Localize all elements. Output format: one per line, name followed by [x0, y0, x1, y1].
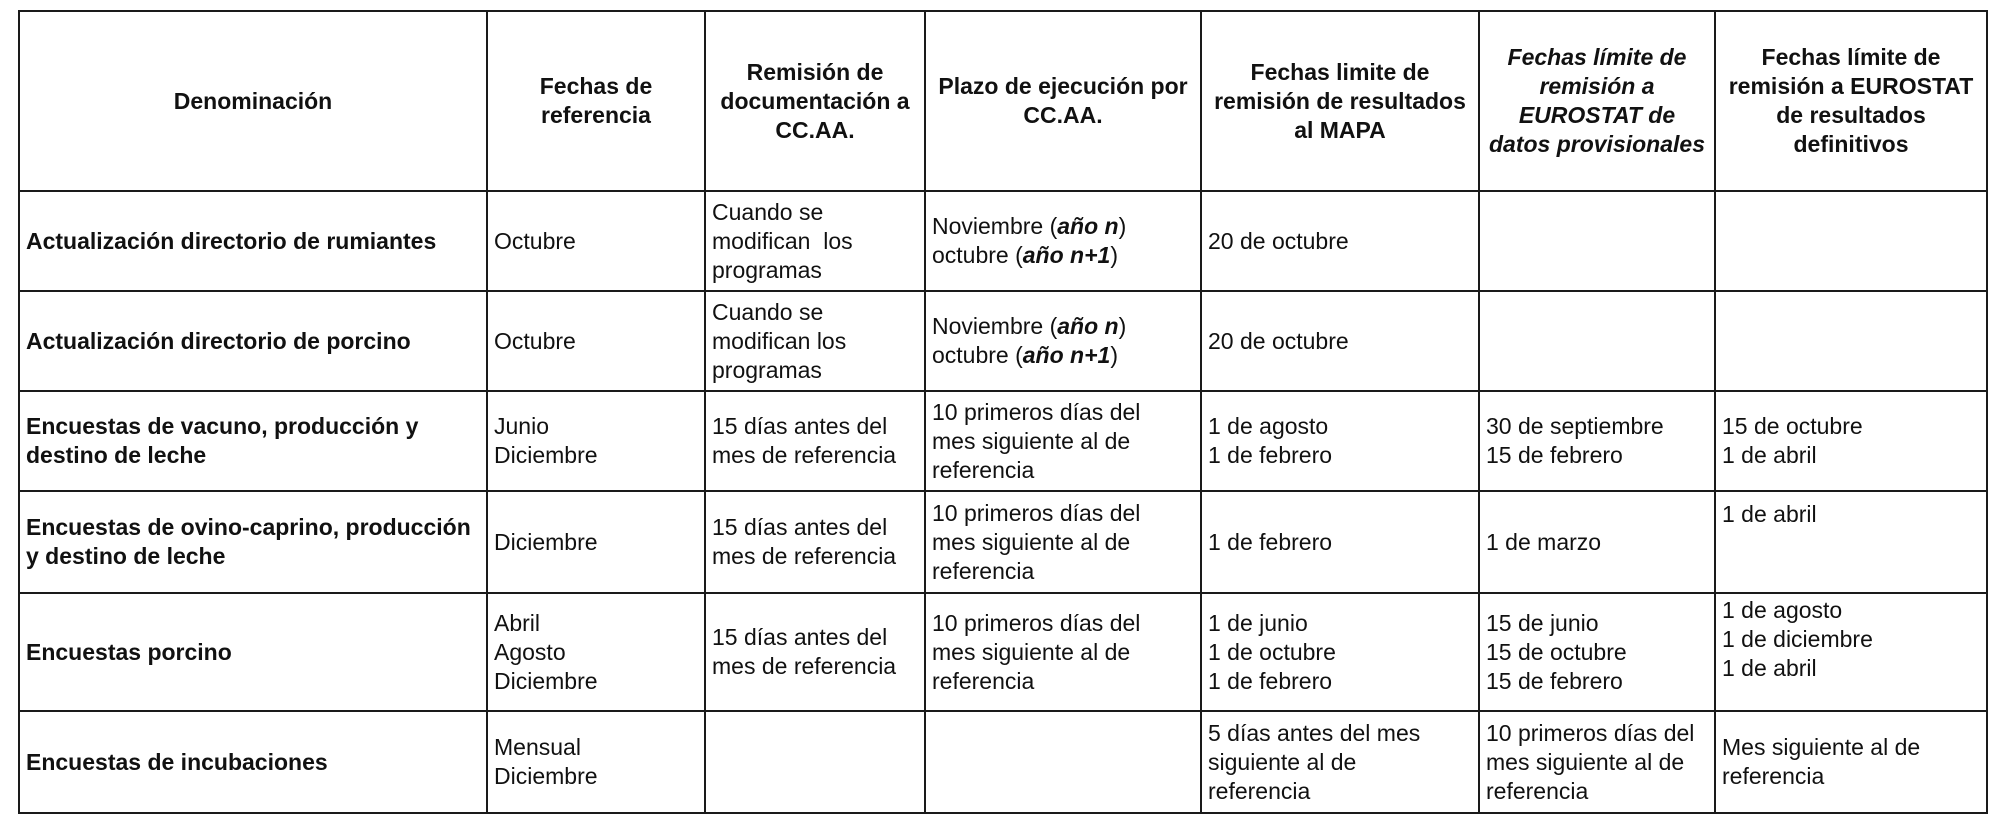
- cell-line: Octubre: [494, 227, 576, 254]
- header-row: [19, 11, 1987, 191]
- row-name: Encuestas de ovino-caprino, producción y destino de leche: [19, 491, 487, 593]
- cell-line: referencia: [1722, 763, 1825, 789]
- cell-prov: [1479, 391, 1715, 491]
- cell-line: 15 días antes del: [712, 514, 888, 540]
- header-fechas-mapa: Fechas limite de remisión de resultados al MAPA: [1201, 11, 1479, 191]
- header-remision-documentacion: Remisión de documentación a CC.AA.: [705, 11, 925, 191]
- cell-line: Diciembre: [494, 442, 598, 468]
- header-fechas-referencia: Fechas de referencia: [487, 11, 705, 191]
- calendar-table: [18, 10, 1988, 814]
- cell-ref: [487, 191, 705, 291]
- cell-line: 1 de febrero: [1208, 442, 1333, 468]
- cell-def: [1715, 391, 1987, 491]
- cell-line: 1 de febrero: [1208, 667, 1333, 694]
- table-row: [19, 291, 1987, 391]
- cell-line: 1 de octubre: [1208, 638, 1336, 665]
- cell-line: 1 de agosto: [1208, 413, 1329, 439]
- cell-line: Junio: [494, 413, 549, 439]
- cell-doc: [705, 291, 925, 391]
- cell-line: [932, 212, 1194, 241]
- cell-line: mes siguiente al de: [1486, 748, 1685, 775]
- header-eurostat-definitivos: Fechas límite de remisión a EUROSTAT de resultados definitivos: [1715, 11, 1987, 191]
- cell-line: programas: [712, 256, 822, 283]
- cell-line: Diciembre: [494, 763, 598, 789]
- cell-def: [1715, 711, 1987, 813]
- cell-line: Agosto: [494, 638, 566, 665]
- cell-prov: [1479, 593, 1715, 711]
- table-row: [19, 491, 1987, 593]
- cell-line: referencia: [932, 667, 1035, 694]
- cell-line: 10 primeros días del: [932, 609, 1141, 636]
- cell-line: 20 de octubre: [1208, 327, 1349, 354]
- cell-mapa: [1201, 191, 1479, 291]
- cell-line: modifican los: [712, 227, 853, 254]
- cell-line: 1 de febrero: [1208, 528, 1333, 555]
- plazo-text: ): [1118, 213, 1127, 239]
- cell-line: 10 primeros días del: [1486, 719, 1695, 746]
- cell-mapa: [1201, 291, 1479, 391]
- table-row: [19, 711, 1987, 813]
- cell-prov: [1479, 291, 1715, 391]
- cell-doc: [705, 593, 925, 711]
- cell-def: [1715, 491, 1987, 593]
- cell-doc: [705, 191, 925, 291]
- plazo-text: ): [1118, 313, 1127, 339]
- table-row: [19, 391, 1987, 491]
- plazo-text: ): [1110, 242, 1118, 268]
- cell-mapa: [1201, 593, 1479, 711]
- cell-def: [1715, 593, 1987, 711]
- cell-line: Cuando se: [712, 198, 824, 225]
- cell-line: 10 primeros días del: [932, 499, 1141, 526]
- cell-line: mes siguiente al de: [932, 427, 1131, 454]
- cell-line: siguiente al de: [1208, 748, 1357, 775]
- cell-line: Cuando se: [712, 298, 824, 325]
- cell-mapa: [1201, 711, 1479, 813]
- cell-line: 15 de febrero: [1486, 667, 1623, 694]
- cell-line: 15 de junio: [1486, 609, 1599, 636]
- cell-line: 15 días antes del: [712, 624, 888, 650]
- plazo-year: año n+1: [1022, 342, 1111, 368]
- cell-doc: [705, 391, 925, 491]
- cell-line: referencia: [932, 456, 1035, 483]
- cell-ref: [487, 291, 705, 391]
- cell-line: mes siguiente al de: [932, 528, 1131, 555]
- plazo-year: año n: [1057, 213, 1119, 239]
- plazo-year: año n: [1057, 313, 1119, 339]
- cell-line: [932, 341, 1194, 370]
- plazo-text: Noviembre (: [932, 213, 1058, 239]
- plazo-text: octubre (: [932, 342, 1023, 368]
- cell-line: 1 de junio: [1208, 609, 1308, 636]
- cell-line: mes siguiente al de: [932, 638, 1131, 665]
- cell-line: Mes siguiente al de: [1722, 734, 1921, 760]
- cell-line: modifican los: [712, 327, 847, 354]
- cell-line: 15 de octubre: [1486, 638, 1627, 665]
- cell-line: 15 de febrero: [1486, 442, 1623, 468]
- row-name: Encuestas de incubaciones: [19, 711, 487, 813]
- row-name: Encuestas porcino: [19, 593, 487, 711]
- header-plazo-ejecucion: Plazo de ejecución por CC.AA.: [925, 11, 1201, 191]
- cell-line: Abril: [494, 609, 541, 636]
- cell-doc: [705, 491, 925, 593]
- cell-plazo: [925, 593, 1201, 711]
- cell-line: Mensual: [494, 734, 581, 760]
- cell-prov: [1479, 711, 1715, 813]
- cell-plazo: [925, 391, 1201, 491]
- cell-plazo: [925, 191, 1201, 291]
- cell-line: 1 de abril: [1722, 501, 1817, 527]
- cell-ref: [487, 593, 705, 711]
- cell-line: mes de referencia: [712, 653, 897, 679]
- cell-line: 5 días antes del mes: [1208, 719, 1421, 746]
- cell-line: 1 de abril: [1722, 655, 1817, 681]
- cell-plazo: [925, 711, 1201, 813]
- cell-line: 1 de diciembre: [1722, 626, 1873, 652]
- cell-line: referencia: [1208, 777, 1311, 804]
- cell-line: 10 primeros días del: [932, 398, 1141, 425]
- cell-prov: [1479, 191, 1715, 291]
- cell-plazo: [925, 291, 1201, 391]
- header-denominacion: Denominación: [19, 11, 487, 191]
- cell-line: Octubre: [494, 327, 576, 354]
- cell-line: referencia: [932, 557, 1035, 584]
- row-name: Encuestas de vacuno, producción y destino de leche: [19, 391, 487, 491]
- cell-line: programas: [712, 356, 822, 383]
- cell-line: mes de referencia: [712, 442, 897, 468]
- cell-line: 20 de octubre: [1208, 227, 1349, 254]
- header-eurostat-provisionales: Fechas límite de remisión a EUROSTAT de datos provisionales: [1479, 11, 1715, 191]
- cell-line: 1 de abril: [1722, 442, 1817, 468]
- cell-def: [1715, 291, 1987, 391]
- cell-line: 30 de septiembre: [1486, 413, 1664, 439]
- cell-line: 1 de marzo: [1486, 528, 1602, 555]
- cell-line: 15 días antes del: [712, 413, 888, 439]
- plazo-text: octubre (: [932, 242, 1023, 268]
- cell-ref: [487, 491, 705, 593]
- cell-line: [932, 241, 1194, 270]
- cell-line: 1 de agosto: [1722, 597, 1843, 623]
- cell-line: mes de referencia: [712, 543, 897, 569]
- cell-mapa: [1201, 391, 1479, 491]
- row-name: Actualización directorio de rumiantes: [19, 191, 487, 291]
- cell-def: [1715, 191, 1987, 291]
- cell-ref: [487, 391, 705, 491]
- table-row: [19, 593, 1987, 711]
- cell-line: Diciembre: [494, 528, 598, 555]
- plazo-text: Noviembre (: [932, 313, 1058, 339]
- plazo-year: año n+1: [1022, 242, 1111, 268]
- cell-line: 15 de octubre: [1722, 413, 1863, 439]
- row-name: Actualización directorio de porcino: [19, 291, 487, 391]
- table-row: [19, 191, 1987, 291]
- cell-line: referencia: [1486, 777, 1589, 804]
- cell-line: [932, 312, 1194, 341]
- cell-line: Diciembre: [494, 667, 598, 694]
- cell-doc: [705, 711, 925, 813]
- cell-plazo: [925, 491, 1201, 593]
- cell-ref: [487, 711, 705, 813]
- cell-prov: [1479, 491, 1715, 593]
- cell-mapa: [1201, 491, 1479, 593]
- plazo-text: ): [1110, 342, 1118, 368]
